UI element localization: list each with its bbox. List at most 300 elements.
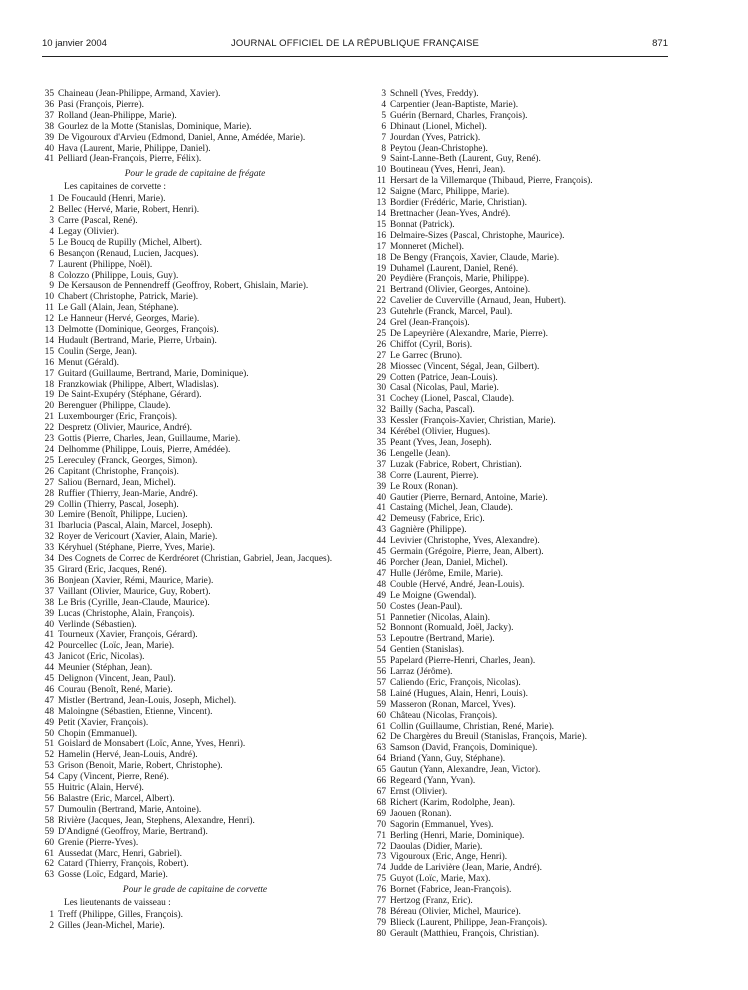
entry-name: Coulin (Serge, Jean). [58,346,137,357]
list-item [42,227,348,238]
list-item [42,325,348,336]
list-item [374,809,680,820]
section-title-capitaine-de-corvette: Pour le grade de capitaine de corvette [122,885,268,896]
entry-name: Duhamel (Laurent, Daniel, René). [390,263,519,274]
entry-name: Berenguer (Philippe, Claude). [58,401,171,412]
entry-name: Meunier (Stéphan, Jean). [58,663,153,674]
entry-number: 55 [376,656,386,667]
entry-name: Gautier (Pierre, Bernard, Antoine, Marie). [390,492,548,503]
entry-name: Cochey (Lionel, Pascal, Claude). [390,394,514,405]
entry-number: 34 [44,554,54,565]
list-item [42,303,348,314]
entry-number: 46 [44,684,54,695]
entry-name: Masseron (Ronan, Marcel, Yves). [390,699,516,710]
entry-name: Kérébel (Olivier, Hugues). [390,427,491,438]
entry-name: Berling (Henri, Marie, Dominique). [390,830,525,841]
entry-number: 32 [44,532,54,543]
list-item [374,514,680,525]
list-item [42,89,348,100]
list-item [374,634,680,645]
entry-number: 38 [44,597,54,608]
list-item [42,827,348,838]
list-item [374,471,680,482]
list-item [374,100,680,111]
entry-name: Cotten (Patrice, Jean-Louis). [390,372,498,383]
list-item [374,645,680,656]
list-item [42,423,348,434]
entry-name: Le Gall (Alain, Jean, Stéphane). [58,303,179,314]
list-item [42,133,348,144]
entry-name: Luzak (Fabrice, Robert, Christian). [390,459,522,470]
entry-number: 21 [44,412,54,423]
list-item [374,885,680,896]
entry-number: 14 [376,208,386,219]
list-item [42,194,348,205]
list-item [374,438,680,449]
entry-number: 60 [376,710,386,721]
entry-number: 59 [376,699,386,710]
entry-number: 37 [44,110,54,121]
list-item [374,547,680,558]
entry-name: De Chargères du Breuil (Stanislas, François, Marie). [390,732,587,743]
list-item [374,482,680,493]
entry-number: 47 [376,568,386,579]
entry-name: Richert (Karim, Rodolphe, Jean). [390,797,515,808]
entry-number: 10 [376,165,386,176]
list-item [374,743,680,754]
entry-name: Caliendo (Eric, François, Nicolas). [390,677,521,688]
entry-name: Huitric (Alain, Hervé). [58,783,144,794]
right-column [374,89,680,940]
entry-number: 43 [44,652,54,663]
entry-name: Hersart de la Villemarque (Thibaud, Pierre, François). [390,176,593,187]
entry-number: 66 [376,776,386,787]
entry-name: Carpentier (Jean-Baptiste, Marie). [390,99,519,110]
list-item [42,718,348,729]
entry-name: Courau (Benoît, René, Marie). [58,684,173,695]
entry-number: 40 [376,492,386,503]
entry-number: 22 [376,296,386,307]
entry-number: 80 [376,928,386,939]
entry-number: 61 [376,721,386,732]
entry-name: Grel (Jean-François). [390,318,470,329]
entry-number: 49 [376,590,386,601]
entry-number: 54 [376,645,386,656]
list-item [42,783,348,794]
entry-number: 16 [376,230,386,241]
entry-name: Bailly (Sacha, Pascal). [390,405,475,416]
entry-number: 9 [49,281,54,292]
list-item [374,274,680,285]
entry-name: Girard (Eric, Jacques, René). [58,564,167,575]
entry-name: Dumoulin (Bertrand, Marie, Antoine). [58,804,202,815]
list-item [42,500,348,511]
entry-number: 18 [44,379,54,390]
entry-number: 7 [381,132,386,143]
entry-name: Lemire (Benoît, Philippe, Lucien). [58,510,188,521]
entry-number: 9 [381,154,386,165]
entry-number: 3 [381,89,386,99]
entry-name: Le Garrec (Bruno). [390,350,463,361]
entry-number: 34 [376,427,386,438]
list-item [42,521,348,532]
entry-name: Regeard (Yann, Yvan). [390,776,476,787]
entry-number: 36 [376,448,386,459]
list-item [42,260,348,271]
list-item [374,929,680,940]
entry-name: Aussedat (Marc, Henri, Gabriel). [58,848,182,859]
header-journal-title: JOURNAL OFFICIEL DE LA RÉPUBLIQUE FRANÇAISE [230,38,480,49]
entry-name: Ibarlucia (Pascal, Alain, Marcel, Joseph). [58,521,213,532]
entry-number: 33 [376,416,386,427]
list-item [374,373,680,384]
entry-number: 40 [44,143,54,154]
list-item [374,820,680,831]
list-item [374,493,680,504]
entry-name: D'Andigné (Geoffroy, Marie, Bertrand). [58,826,208,837]
entry-name: Jourdan (Yves, Patrick). [390,132,481,143]
entry-number: 24 [44,445,54,455]
list-item [374,264,680,275]
entry-number: 75 [376,874,386,885]
entry-number: 12 [376,187,386,198]
list-item [374,187,680,198]
entry-name: Luxembourger (Eric, François). [58,412,178,423]
entry-number: 44 [44,663,54,674]
entry-name: Dhinaut (Lionel, Michel). [390,121,487,132]
list-item [374,154,680,165]
list-item [42,401,348,412]
list-item [374,351,680,362]
entry-name: Demeusy (Fabrice, Eric). [390,514,485,525]
entry-number: 42 [44,641,54,652]
entry-number: 56 [44,794,54,804]
entry-name: Bornet (Fabrice, Jean-François). [390,885,512,896]
entry-number: 74 [376,863,386,874]
entry-name: Hudault (Bertrand, Marie, Pierre, Urbain). [58,335,217,346]
entry-number: 28 [44,488,54,499]
entry-name: Schnell (Yves, Freddy). [390,89,479,99]
list-item [374,656,680,667]
list-item [374,798,680,809]
entry-number: 33 [44,543,54,554]
entry-name: Peant (Yves, Jean, Joseph). [390,438,492,448]
entry-name: Carre (Pascal, René). [58,215,138,226]
entry-name: Ruffier (Thierry, Jean-Marie, André). [58,488,198,499]
entry-number: 4 [381,99,386,110]
entry-number: 18 [376,252,386,263]
entry-name: Porcher (Jean, Daniel, Michel). [390,557,508,568]
header-date: 10 janvier 2004 [42,38,107,49]
list-item [42,144,348,155]
entry-number: 57 [376,677,386,688]
entry-name: Maloingne (Sébastien, Etienne, Vincent). [58,706,213,717]
list-item [42,412,348,423]
list-item [374,362,680,373]
entry-name: Blieck (Laurent, Philippe, Jean-François). [390,917,548,928]
list-item [42,478,348,489]
list-item [42,554,348,565]
entry-name: Guérin (Bernard, Charles, François). [390,110,528,121]
list-item [374,863,680,874]
entry-name: Petit (Xavier, François). [58,717,149,728]
list-item [374,144,680,155]
entry-name: Menut (Gérald). [58,357,119,368]
entry-name: Le Roux (Ronan). [390,481,458,492]
list-item [42,794,348,805]
entry-name: Hulle (Jérôme, Emile, Marie). [390,568,503,579]
entry-name: Kéryhuel (Stéphane, Pierre, Yves, Marie). [58,543,215,554]
list-item [42,921,348,932]
list-item [42,380,348,391]
list-item [42,652,348,663]
entry-name: Collin (Thierry, Pascal, Joseph). [58,499,179,510]
list-item [42,238,348,249]
entry-number: 27 [376,350,386,361]
entry-name: Gutehrle (Franck, Marcel, Paul). [390,307,513,318]
entry-name: Boutineau (Yves, Henri, Jean). [390,165,506,176]
entry-number: 20 [376,274,386,285]
entry-name: Lainé (Hugues, Alain, Henri, Louis). [390,688,528,699]
entry-number: 39 [44,608,54,619]
entry-number: 44 [376,536,386,547]
section-lead-capitaines-de-corvette: Les capitaines de corvette : [64,182,167,193]
list-item [374,133,680,144]
entry-name: Béreau (Olivier, Michel, Maurice). [390,906,521,917]
entry-name: Vigouroux (Eric, Ange, Henri). [390,852,508,863]
list-item [374,732,680,743]
entry-name: Saliou (Bernard, Jean, Michel). [58,477,176,488]
entry-name: Lereculey (Franck, Georges, Simon). [58,455,198,466]
entry-number: 12 [44,314,54,325]
entry-name: Saigne (Marc, Philippe, Marie). [390,187,510,198]
entry-number: 4 [49,226,54,237]
list-item [374,776,680,787]
entry-name: Hamelin (Hervé, Jean-Louis, André). [58,750,198,761]
list-item [42,565,348,576]
list-item [374,296,680,307]
entry-name: Lucas (Christophe, Alain, François). [58,608,195,619]
entry-name: Treff (Philippe, Gilles, François). [58,910,183,921]
entry-number: 1 [49,194,54,205]
entry-name: Franzkowiak (Philippe, Albert, Wladislas). [58,379,219,390]
entry-number: 32 [376,405,386,416]
entry-name: Costes (Jean-Paul). [390,601,463,612]
entry-number: 45 [44,674,54,685]
entry-name: Capitant (Christophe, François). [58,466,179,477]
entry-number: 21 [376,285,386,296]
entry-number: 37 [44,586,54,597]
list-item [374,242,680,253]
list-item [374,503,680,514]
entry-name: Le Hanneur (Hervé, Georges, Marie). [58,314,200,325]
entry-number: 52 [376,623,386,634]
list-item [42,216,348,227]
list-item [42,489,348,500]
entry-name: De Foucauld (Henri, Marie). [58,194,166,205]
entry-number: 26 [376,339,386,350]
list-item [374,689,680,700]
list-item [42,456,348,467]
list-item [42,369,348,380]
entry-name: Le Bris (Cyrille, Jean-Claude, Maurice). [58,597,210,608]
list-item [374,754,680,765]
entry-number: 47 [44,695,54,706]
entry-number: 54 [44,772,54,783]
list-item [42,510,348,521]
list-item [42,772,348,783]
entry-number: 62 [44,859,54,870]
entry-number: 26 [44,466,54,477]
entry-name: Mistler (Bertrand, Jean-Louis, Joseph, Michel). [58,695,237,706]
entry-number: 11 [44,303,54,314]
entry-name: Couble (Hervé, André, Jean-Louis). [390,579,525,590]
section-lead-lieutenants-de-vaisseau: Les lieutenants de vaisseau : [64,898,171,909]
entry-number: 5 [49,237,54,248]
list-item [42,859,348,870]
entry-number: 19 [376,263,386,274]
list-item [42,620,348,631]
entry-number: 65 [376,765,386,776]
entry-name: Castaing (Michel, Jean, Claude). [390,503,513,514]
entry-number: 50 [376,601,386,612]
entry-number: 62 [376,732,386,743]
entry-number: 69 [376,808,386,819]
entry-name: Chopin (Emmanuel). [58,728,138,739]
entry-number: 63 [44,870,54,881]
entry-name: Laurent (Philippe, Noël). [58,259,153,270]
entry-name: Le Boucq de Rupilly (Michel, Albert). [58,237,202,248]
entry-number: 41 [376,503,386,514]
entry-name: De Vigouroux d'Arvieu (Edmond, Daniel, Anne, Amédée, Marie). [58,132,306,143]
list-item [42,100,348,111]
entry-name: Despretz (Olivier, Maurice, André). [58,423,192,434]
list-item [42,292,348,303]
list-item [374,231,680,242]
entry-name: Bellec (Hervé, Marie, Robert, Henri). [58,205,200,216]
entry-number: 22 [44,423,54,434]
entry-name: Lengelle (Jean). [390,448,451,459]
list-item [42,314,348,325]
entry-name: Miossec (Vincent, Ségal, Jean, Gilbert). [390,361,540,372]
list-item [374,111,680,122]
list-item [42,696,348,707]
entry-number: 77 [376,896,386,907]
list-item [374,89,680,100]
entry-number: 7 [49,259,54,270]
entry-number: 55 [44,783,54,794]
entry-number: 31 [376,394,386,405]
list-item [374,852,680,863]
entry-name: Monneret (Michel). [390,241,464,252]
entry-name: Pelliard (Jean-François, Pierre, Félix). [58,154,202,165]
list-item [374,842,680,853]
list-item [374,874,680,885]
entry-number: 51 [376,612,386,623]
entry-number: 15 [44,346,54,357]
entry-name: Lepoutre (Bertrand, Marie). [390,634,495,645]
entry-name: Papelard (Pierre-Henri, Charles, Jean). [390,656,536,667]
entry-number: 79 [376,917,386,928]
entry-number: 64 [376,754,386,765]
entry-number: 17 [44,368,54,379]
entry-name: Daoulas (Didier, Marie). [390,841,483,852]
entry-name: Royer de Vericourt (Xavier, Alain, Marie). [58,532,218,543]
entry-name: Colozzo (Philippe, Louis, Guy). [58,270,179,281]
list-item [42,434,348,445]
entry-name: Gottis (Pierre, Charles, Jean, Guillaume, Marie). [58,434,241,445]
list-item [42,750,348,761]
entry-number: 19 [44,390,54,401]
entry-name: Chaineau (Jean-Philippe, Armand, Xavier). [58,89,221,99]
entry-number: 71 [376,830,386,841]
page-header [42,36,668,52]
entry-name: Germain (Grégoire, Pierre, Jean, Albert). [390,547,544,558]
entry-name: Gosse (Loïc, Edgard, Marie). [58,870,168,881]
entry-number: 49 [44,717,54,728]
list-item [374,394,680,405]
entry-name: Collin (Guillaume, Christian, René, Marie). [390,721,555,732]
list-item [374,918,680,929]
entry-name: Samson (David, François, Dominique). [390,743,538,754]
entry-name: Balastre (Eric, Marcel, Albert). [58,794,175,804]
list-item [42,630,348,641]
list-item [374,220,680,231]
list-item [374,525,680,536]
entry-name: Delmotte (Dominique, Georges, François). [58,325,219,336]
entry-name: Gourlez de la Motte (Stanislas, Dominique, Marie). [58,121,252,132]
entry-name: Rivière (Jacques, Jean, Stephens, Alexandre, Henri). [58,815,255,826]
entry-name: Hava (Laurent, Marie, Philippe, Daniel). [58,143,211,154]
entry-number: 41 [44,630,54,641]
entry-name: Gerault (Matthieu, François, Christian). [390,928,539,939]
entry-number: 2 [49,205,54,216]
list-item [42,598,348,609]
list-item [374,580,680,591]
header-rule [42,56,668,57]
entry-number: 38 [376,470,386,481]
section-title-capitaine-de-fregate: Pour le grade de capitaine de frégate [124,169,266,180]
entry-name: Gagnière (Philippe). [390,525,467,536]
entry-number: 23 [44,434,54,445]
entry-name: Levivier (Christophe, Yves, Alexandre). [390,536,540,547]
list-item [374,383,680,394]
list-item [42,685,348,696]
list-item [374,318,680,329]
entry-name: Pasi (François, Pierre). [58,99,144,110]
entry-name: De Saint-Exupéry (Stéphane, Gérard). [58,390,202,401]
list-item [42,390,348,401]
list-item [42,467,348,478]
list-item [42,663,348,674]
list-item [42,543,348,554]
list-item [42,111,348,122]
entry-name: Bonjean (Xavier, Rémi, Maurice, Marie). [58,575,214,586]
list-item [374,722,680,733]
list-item [374,427,680,438]
entry-name: Pannetier (Nicolas, Alain). [390,612,490,623]
entry-name: De Kersauson de Pennendreff (Geoffroy, Robert, Ghislain, Marie). [58,281,309,292]
entry-number: 50 [44,728,54,739]
entry-number: 6 [49,248,54,259]
entry-number: 37 [376,459,386,470]
entry-number: 39 [376,481,386,492]
entry-number: 45 [376,547,386,558]
list-item [42,761,348,772]
entry-number: 28 [376,361,386,372]
entry-name: Ernst (Olivier). [390,787,448,797]
list-item [374,907,680,918]
